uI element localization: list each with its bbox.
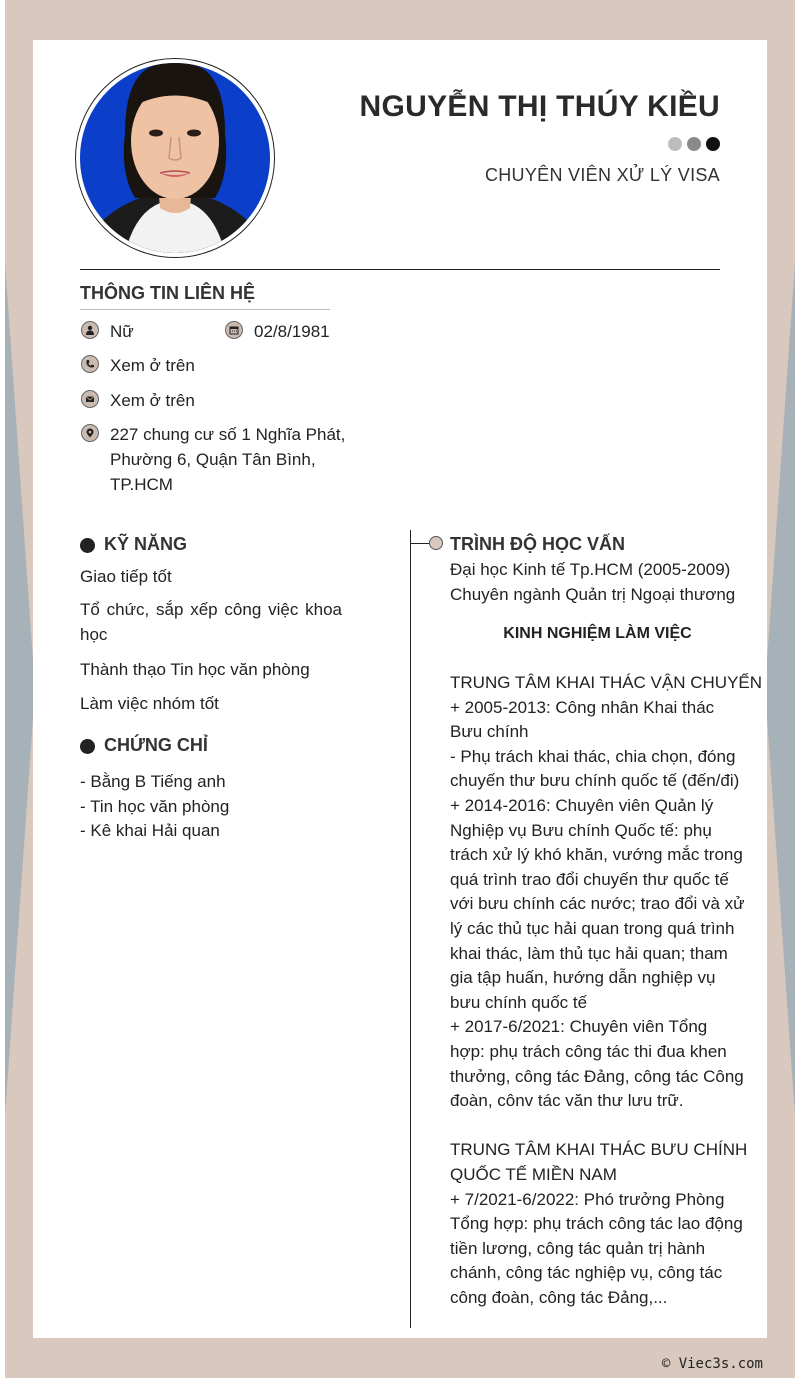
user-icon xyxy=(81,321,99,339)
education-line: Chuyên ngành Quản trị Ngoại thương xyxy=(450,585,736,604)
experience-line: khai thác, làm thủ tục hải quan; tham xyxy=(450,943,728,963)
contact-underline xyxy=(80,309,330,310)
avatar xyxy=(75,58,275,258)
experience-line: + 2014-2016: Chuyên viên Quản lý xyxy=(450,796,714,815)
experience-line: bưu chính quốc tế xyxy=(450,992,588,1012)
experience-line: Bưu chính xyxy=(450,722,529,742)
column-divider xyxy=(410,530,411,1328)
skill-item: Thành thạo Tin học văn phòng xyxy=(80,660,310,679)
right-decor-triangle xyxy=(765,262,795,1116)
avatar-photo xyxy=(80,63,270,253)
education-line: Đại học Kinh tế Tp.HCM (2005-2009) xyxy=(450,560,731,579)
experience-line: chánh, công tác nghiệp vụ, công tác xyxy=(450,1263,723,1283)
skill-item: Giao tiếp tốt xyxy=(80,567,172,586)
job-title: CHUYÊN VIÊN XỬ LÝ VISA xyxy=(484,165,720,185)
email-icon xyxy=(81,390,99,408)
experience-heading: KINH NGHIỆM LÀM VIỆC xyxy=(503,625,692,642)
experience-line: Tổng hợp: phụ trách công tác lao động xyxy=(450,1214,743,1234)
certificate-item: - Kê khai Hải quan xyxy=(80,821,220,840)
experience-line: chuyến thư bưu chính quốc tế (đến/đi) xyxy=(450,771,740,791)
experience-line: lý các thủ tục hải quan trong quá trình xyxy=(450,919,735,938)
experience-line: đoàn, cônv tác văn thư lưu trữ. xyxy=(450,1091,684,1111)
experience-line: + 2017-6/2021: Chuyên viên Tổng xyxy=(450,1017,708,1037)
experience-line: QUỐC TẾ MIỀN NAM xyxy=(450,1165,617,1184)
certificate-item: - Bằng B Tiếng anh xyxy=(80,772,226,791)
gender-text: Nữ xyxy=(110,322,134,341)
skill-item: Làm việc nhóm tốt xyxy=(80,694,219,713)
certificates-bullet xyxy=(80,739,95,754)
experience-line: tiền lương, công tác quản trị hành xyxy=(450,1238,706,1258)
location-pin-icon xyxy=(81,424,99,442)
experience-line: với bưu chính các nước; trao đổi và xử xyxy=(450,894,745,914)
header-divider xyxy=(80,269,720,270)
dot-light xyxy=(668,137,682,151)
skill-item: Tổ chức, sắp xếp công việc khoa học xyxy=(80,600,342,644)
decor-dots xyxy=(668,137,720,151)
experience-line: gia tập huấn, hướng dẫn nghiệp vụ xyxy=(450,968,716,988)
skills-heading: KỸ NĂNG xyxy=(104,534,188,554)
contact-heading: THÔNG TIN LIÊN HỆ xyxy=(80,283,255,303)
birthday-text: 02/8/1981 xyxy=(254,322,330,341)
calendar-icon xyxy=(225,321,243,339)
experience-line: + 7/2021-6/2022: Phó trưởng Phòng xyxy=(450,1189,725,1209)
experience-line: trách xử lý khó khăn, vướng mắc trong xyxy=(450,845,743,865)
timeline-tick xyxy=(410,543,430,544)
phone-text: Xem ở trên xyxy=(110,356,195,375)
experience-line: - Phụ trách khai thác, chia chọn, đóng xyxy=(450,746,736,766)
address-line-2: Phường 6, Quận Tân Bình, xyxy=(110,450,316,469)
experience-line: quá trình trao đổi chuyến thư quốc tế xyxy=(450,869,729,889)
experience-line: công đoàn, công tác Đảng,... xyxy=(450,1288,668,1307)
experience-line: thưởng, công tác Đảng, công tác Công xyxy=(450,1066,744,1086)
certificates-heading: CHỨNG CHỈ xyxy=(104,735,208,755)
experience-line: TRUNG TÂM KHAI THÁC BƯU CHÍNH xyxy=(450,1140,748,1160)
skills-bullet xyxy=(80,538,95,553)
address-line-1: 227 chung cư số 1 Nghĩa Phát, xyxy=(110,425,346,444)
timeline-node xyxy=(429,536,443,550)
certificate-item: - Tin học văn phòng xyxy=(80,797,230,816)
candidate-name: NGUYỄN THỊ THÚY KIỀU xyxy=(359,90,720,123)
dot-mid xyxy=(687,137,701,151)
experience-line: + 2005-2013: Công nhân Khai thác xyxy=(450,697,715,717)
dot-dark xyxy=(706,137,720,151)
experience-line: TRUNG TÂM KHAI THÁC VẬN CHUYỂN xyxy=(450,673,763,692)
email-text: Xem ở trên xyxy=(110,391,195,410)
experience-line: Nghiệp vụ Bưu chính Quốc tế: phụ xyxy=(450,820,712,840)
education-heading: TRÌNH ĐỘ HỌC VẤN xyxy=(450,534,625,554)
left-decor-triangle xyxy=(5,262,35,1116)
address-line-3: TP.HCM xyxy=(110,475,173,494)
copyright-footer: © Viec3s.com xyxy=(661,1356,763,1372)
phone-icon xyxy=(81,355,99,373)
experience-line: hợp: phụ trách công tác thi đua khen xyxy=(450,1042,727,1061)
